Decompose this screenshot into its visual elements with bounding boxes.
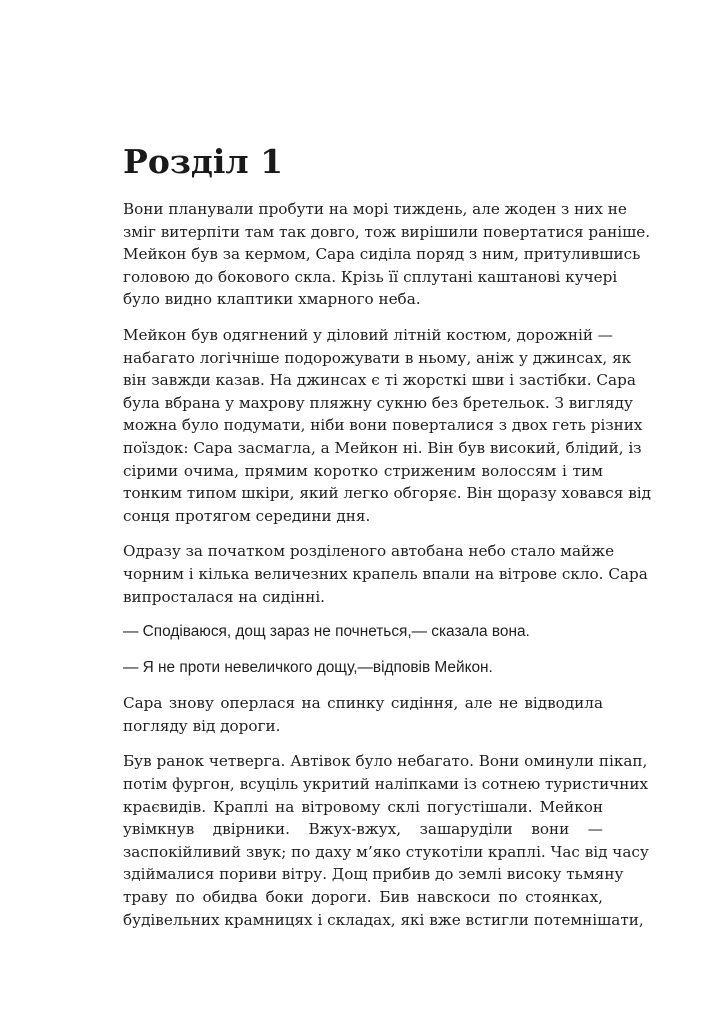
text-line: погляду від дороги. [123,716,281,735]
text-line: він завжди казав. На джинсах є ті жорсткі шви і застібки. Сара [123,371,636,390]
text-line: Мейкон був за кермом, Сара сиділа поряд з ним, притулившись [123,245,641,264]
text-line: Мейкон був одягнений у діловий літній костюм, дорожній — [123,325,613,344]
text-line: головою до бокового скла. Крізь її сплутані каштанові кучері [123,267,618,286]
text-line: була вбрана у махрову пляжну сукню без бретельок. З вигляду [123,393,633,412]
text-line: здіймалися пориви вітру. Дощ прибив до землі високу тьмяну [123,865,624,884]
text-line: тонким типом шкіри, який легко обгоряє. Він щоразу ховався від [123,484,651,503]
dialogue-paragraph [123,657,603,680]
text-line: сірими очима, прямим коротко стриженим волоссям і тим [123,461,603,480]
text-line: Одразу за початком розділеного автобана небо стало майже [123,542,615,561]
text-line: — Я не проти невеличкого дощу,—відповів Мейкон. [123,658,493,676]
text-line: траву по обидва боки дороги. Бив навскоси по стоянках, [123,888,603,907]
text-line: було видно клаптики хмарного неба. [123,290,421,309]
paragraph [123,324,651,527]
paragraph [123,692,603,737]
paragraph [123,198,651,311]
text-line: чорним і кілька величезних крапель впали на вітрове скло. Сара [123,564,648,583]
text-line: Вони планували пробути на морі тиждень, але жоден з них не [123,200,627,218]
chapter-title: Розділ 1 [123,142,284,181]
text-line: випросталася на сидінні. [123,587,326,606]
dialogue-paragraph [123,621,603,644]
text-line: можна було подумати, ніби вони поверталися з двох геть різних [123,416,643,435]
text-line: потім фургон, всуціль укритий наліпками із сотнею туристичних [123,775,649,794]
text-line: Сара знову оперлася на спинку сидіння, але не відводила [123,694,603,713]
text-line: будівельних крамницях і складах, які вже встигли потемнішати, [123,910,644,929]
chapter-body [123,198,651,944]
text-line: набагато логічніше подорожувати в ньому, аніж у джинсах, як [123,348,632,367]
text-line: — Сподіваюся, дощ зараз не почнеться,— сказала вона. [123,623,530,641]
paragraph [123,750,649,931]
text-line: увімкнув двірники. Вжух-вжух, зашаруділи вони — [123,820,603,839]
text-line: заспокійливий звук; по даху м’яко стукотіли краплі. Час від часу [123,842,649,861]
paragraph [123,540,648,608]
text-line: поїздок: Сара засмагла, а Мейкон ні. Він був високий, блідий, із [123,438,642,457]
text-line: краєвидів. Краплі на вітровому склі погустішали. Мейкон [123,797,603,816]
text-line: сонця протягом середини дня. [123,506,371,525]
text-line: Був ранок четверга. Автівок було небагато. Вони оминули пікап, [123,752,648,771]
text-line: зміг витерпіти там так довго, тож вирішили повертатися раніше. [123,222,651,241]
